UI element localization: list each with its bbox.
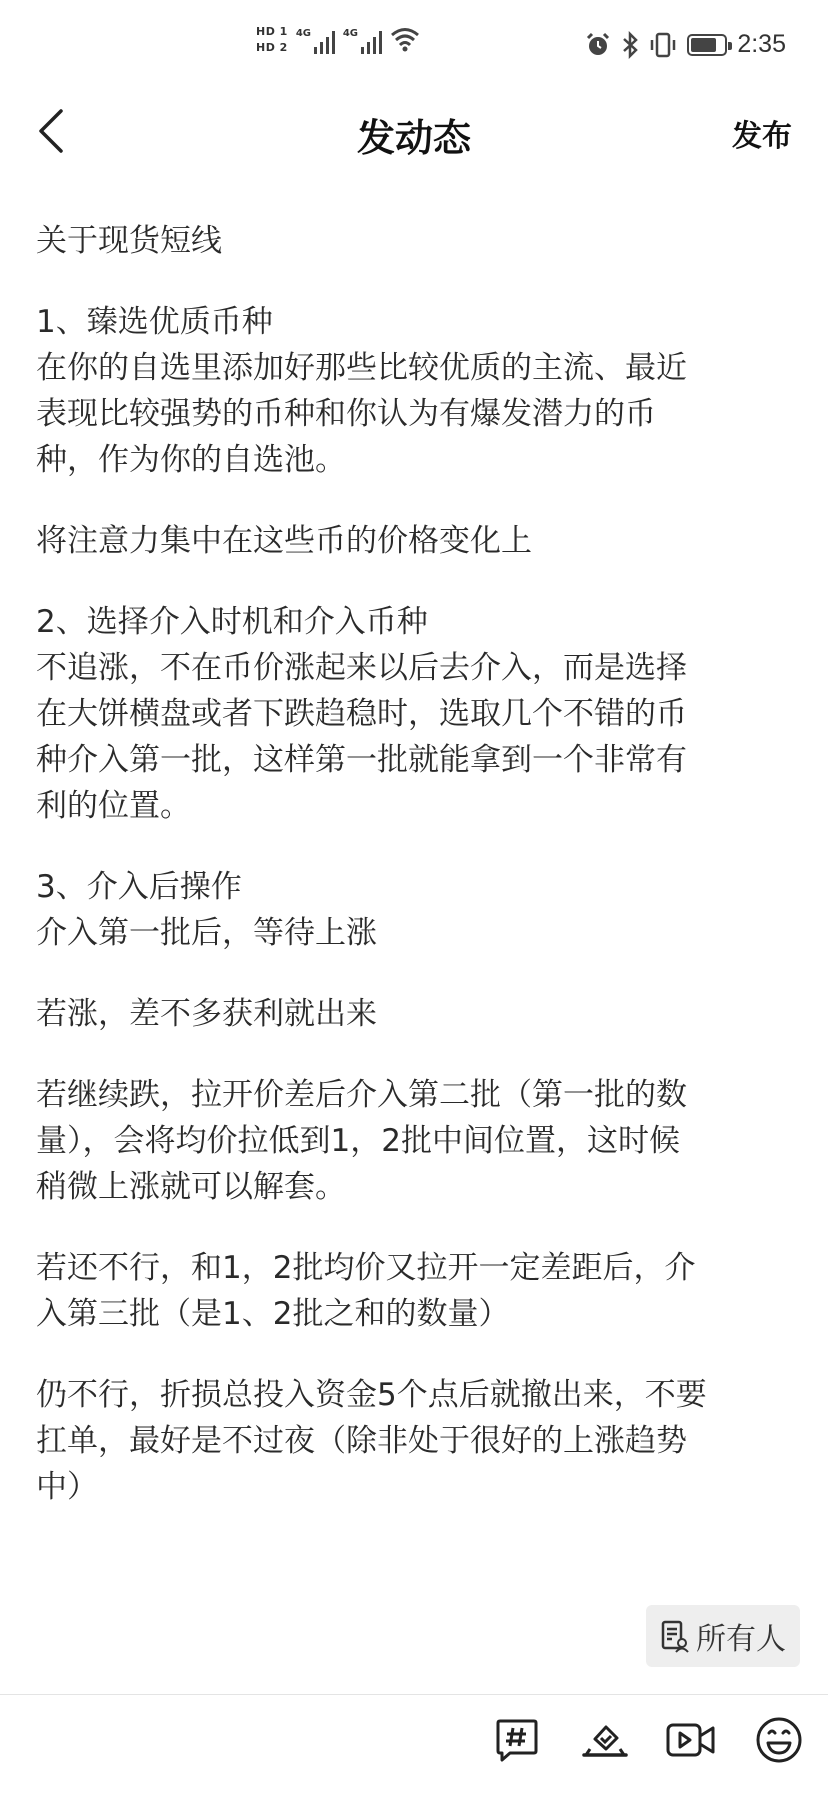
sim1-signal-icon — [296, 24, 335, 54]
post-text-line: 量），会将均价拉低到1，2批中间位置，这时候 — [36, 1123, 680, 1159]
status-bar — [0, 0, 828, 95]
post-text-line: 若继续跌，拉开价差后介入第二批（第一批的数 — [36, 1077, 687, 1113]
post-text-line: 在你的自选里添加好那些比较优质的主流、最近 — [36, 350, 687, 386]
vibrate-icon — [649, 32, 677, 58]
post-text-line: 关于现货短线 — [36, 223, 222, 259]
emoji-icon — [754, 1715, 804, 1765]
vote-button[interactable] — [578, 1713, 632, 1767]
post-text-line: 在大饼横盘或者下跌趋稳时，选取几个不错的币 — [36, 696, 687, 732]
bottom-toolbar — [0, 1695, 828, 1793]
visibility-label: 所有人 — [696, 1622, 786, 1657]
post-text-line: 若还不行，和1，2批均价又拉开一定差距后，介 — [36, 1250, 696, 1286]
sim2-network-type: 4G — [342, 28, 358, 39]
nav-bar — [0, 95, 828, 185]
post-text-line: 若涨，差不多获利就出来 — [36, 996, 377, 1032]
post-text-line: 入第三批（是1、2批之和的数量） — [36, 1296, 510, 1332]
visibility-selector[interactable] — [646, 1605, 800, 1667]
wifi-icon — [390, 26, 420, 52]
post-text-line: 利的位置。 — [36, 788, 191, 824]
hd2-indicator: HD 2 — [256, 40, 288, 54]
post-paragraph — [36, 218, 796, 264]
post-text-editor[interactable] — [36, 218, 796, 1545]
post-paragraph — [36, 864, 796, 956]
hashtag-icon — [494, 1717, 540, 1763]
post-text-line: 种，作为你的自选池。 — [36, 442, 346, 478]
post-paragraph — [36, 991, 796, 1037]
post-paragraph — [36, 299, 796, 483]
hd1-indicator: HD 1 — [256, 24, 288, 38]
page-title: 发动态 — [356, 116, 471, 160]
post-text-line: 表现比较强势的币种和你认为有爆发潜力的币 — [36, 396, 656, 432]
hd-indicators — [256, 25, 288, 54]
post-text-line: 不追涨，不在币价涨起来以后去介入，而是选择 — [36, 650, 687, 686]
post-text-line: 仍不行，折损总投入资金5个点后就撤出来，不要 — [36, 1377, 707, 1413]
post-paragraph — [36, 599, 796, 829]
post-paragraph — [36, 1072, 796, 1210]
post-text-line: 种介入第一批，这样第一批就能拿到一个非常有 — [36, 742, 687, 778]
post-paragraph — [36, 1372, 796, 1510]
post-text-line: 将注意力集中在这些币的价格变化上 — [36, 523, 532, 559]
sim1-network-type: 4G — [295, 28, 311, 39]
post-text-line: 中） — [36, 1469, 98, 1505]
publish-button[interactable]: 发布 — [732, 119, 792, 154]
post-text-line: 介入第一批后，等待上涨 — [36, 915, 377, 951]
alarm-icon — [585, 32, 611, 58]
video-button[interactable] — [664, 1713, 718, 1767]
vote-icon — [580, 1717, 630, 1763]
post-text-line: 扛单，最好是不过夜（除非处于很好的上涨趋势 — [36, 1423, 687, 1459]
emoji-button[interactable] — [752, 1713, 806, 1767]
document-person-icon — [660, 1619, 690, 1653]
post-text-line: 2、选择介入时机和介入币种 — [36, 604, 428, 640]
sim2-signal-icon — [343, 24, 382, 54]
post-text-line: 稍微上涨就可以解套。 — [36, 1169, 346, 1205]
bluetooth-icon — [621, 31, 639, 59]
post-paragraph — [36, 1245, 796, 1337]
clock: 2:35 — [737, 30, 786, 58]
hashtag-button[interactable] — [490, 1713, 544, 1767]
battery-icon — [687, 34, 727, 56]
post-paragraph — [36, 518, 796, 564]
video-icon — [665, 1717, 717, 1763]
post-text-line: 3、介入后操作 — [36, 869, 242, 905]
post-text-line: 1、臻选优质币种 — [36, 304, 273, 340]
